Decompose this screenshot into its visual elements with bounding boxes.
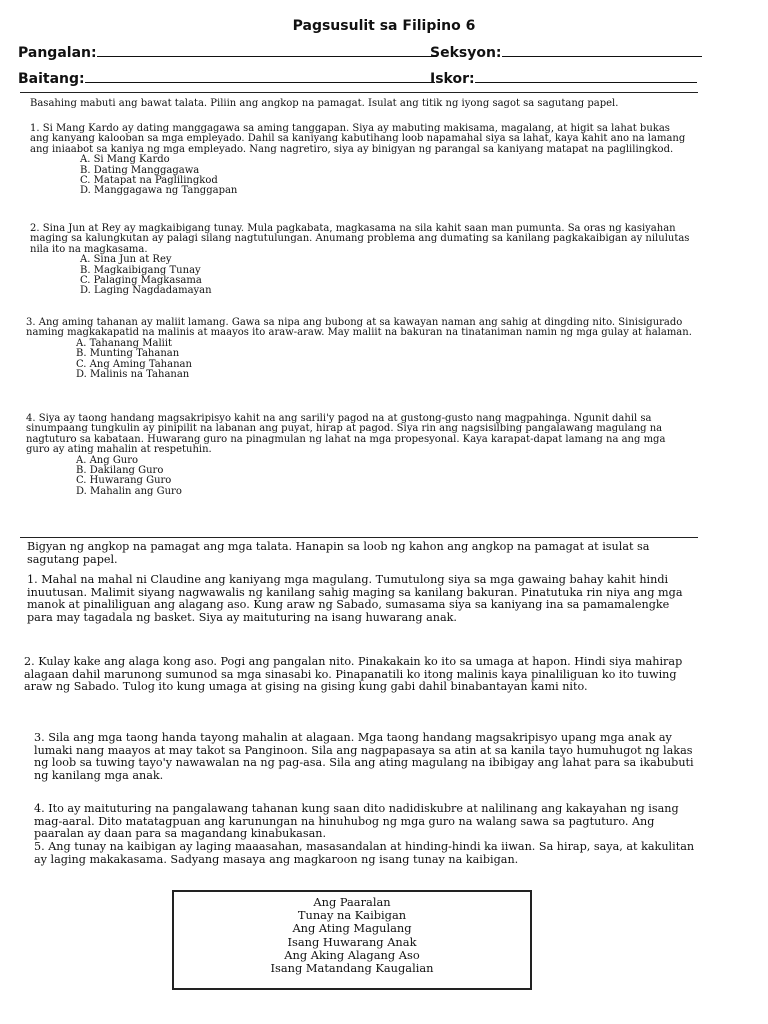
question-options bbox=[30, 255, 690, 297]
question-options bbox=[30, 155, 690, 197]
choice-item: Isang Matandang Kaugalian bbox=[270, 961, 434, 976]
choice-item: Isang Huwarang Anak bbox=[287, 934, 417, 949]
choice-item: Ang Aking Alagang Aso bbox=[284, 947, 420, 962]
option-c: C. Palaging Magkasama bbox=[80, 275, 202, 287]
option-d: D. Mahalin ang Guro bbox=[76, 485, 182, 497]
option-d: D. Malinis na Tahanan bbox=[76, 369, 190, 381]
option-a: A. Ang Guro bbox=[76, 454, 139, 466]
question-options bbox=[26, 456, 692, 498]
baitang-field bbox=[18, 70, 435, 87]
option-b: B. Dating Manggagawa bbox=[80, 164, 200, 176]
option-b: B. Dakilang Guro bbox=[76, 465, 164, 477]
choice-item: Ang Ating Magulang bbox=[292, 921, 412, 936]
part1-question-4 bbox=[26, 414, 692, 497]
seksyon-blank[interactable] bbox=[502, 44, 702, 57]
section-divider bbox=[20, 537, 698, 538]
option-d: D. Manggagawa ng Tanggapan bbox=[80, 185, 238, 197]
question-stem: 1. Si Mang Kardo ay dating manggagawa sa aming tanggapan. Siya ay mabuting makisama, magalang, at higit sa lahat bukas ang kanyang kalooban sa mga empleyado. Dahil sa kaniyang kabutihang loob napamahal siya sa lahat, kaya kahit ano na lamang ang iniaabot sa kaniya ng mga empleyado. Nang nagretiro, siya ay binigyan ng parangal sa kaniyang matapat na paglilingkod. bbox=[30, 123, 686, 155]
part2-paragraph-4: 4. Ito ay maituturing na pangalawang tahanan kung saan dito nadidiskubre at nalilinang ang kakayahan ng isang mag-aaral. Dito matatagpuan ang karunungan na hinuhubog ng mga guro na walang sawa sa pagtuturo. Ang paaralan ay daan para sa magandang kinabukasan. bbox=[34, 802, 679, 841]
part2-paragraph-3: 3. Sila ang mga taong handa tayong mahalin at alagaan. Mga taong handang magsakripisyo upang mga anak ay lumaki nang maayos at may takot sa Panginoon. Sila ang nagpapasaya sa atin at sa kanila tayo humuhugot ng lakas ng loob sa tuwing tayo'y nawawalan na ng pag-asa. Sila ang ating magulang na ibibigay ang lahat para sa ikabubuti ng kanilang mga anak. bbox=[34, 731, 694, 782]
pangalan-field bbox=[18, 44, 437, 61]
seksyon-field bbox=[430, 44, 702, 61]
pangalan-blank[interactable] bbox=[97, 44, 437, 57]
option-c: C. Huwarang Guro bbox=[76, 475, 172, 487]
pangalan-label: Pangalan: bbox=[18, 45, 97, 61]
seksyon-label: Seksyon: bbox=[430, 45, 502, 61]
part1-instructions: Basahing mabuti ang bawat talata. Piliin ang angkop na pamagat. Isulat ang titik ng iyong sagot sa sagutang papel. bbox=[30, 98, 619, 109]
part2-instructions: Bigyan ng angkop na pamagat ang mga talata. Hanapin sa loob ng kahon ang angkop na pamagat at isulat sa sagutang papel. bbox=[27, 540, 650, 566]
option-b: B. Magkaibigang Tunay bbox=[80, 264, 201, 276]
iskor-field bbox=[430, 70, 697, 87]
option-a: A. Si Mang Kardo bbox=[80, 154, 170, 166]
baitang-label: Baitang: bbox=[18, 71, 85, 87]
choice-item: Ang Paaralan bbox=[313, 895, 391, 909]
option-a: A. Tahanang Maliit bbox=[76, 337, 173, 349]
option-a: A. Sina Jun at Rey bbox=[80, 254, 172, 266]
part1-question-3 bbox=[26, 318, 692, 380]
part1-question-2 bbox=[30, 224, 690, 297]
question-stem: 3. Ang aming tahanan ay maliit lamang. Gawa sa nipa ang bubong at sa kawayan naman ang sahig at dingding nito. Sinisigurado naming magkakapatid na malinis at maayos ito araw-araw. May maliit na bakuran na tinataniman namin ng mga gulay at halaman. bbox=[26, 317, 692, 339]
part2-paragraph-1: 1. Mahal na mahal ni Claudine ang kaniyang mga magulang. Tumutulong siya sa mga gawaing bahay kahit hindi inuutusan. Malimit siyang nagwawalis ng kanilang sahig maging sa kanilang bakuran. Pinatutuka rin niya ang mga manok at pinaliliguan ang alagang aso. Kung araw ng Sabado, sumasama siya sa kaniyang ina sa pamamalengke para may tagadala ng basket. Siya ay maituturing na isang huwarang anak. bbox=[27, 573, 683, 624]
baitang-blank[interactable] bbox=[85, 70, 435, 83]
part2-paragraph-5: 5. Ang tunay na kaibigan ay laging maaasahan, masasandalan at hinding-hindi ka iiwan. Sa hirap, saya, at kakulitan ay laging makakasama. Sadyang masaya ang magkaroon ng isang tunay na kaibigan. bbox=[34, 840, 695, 866]
part2-paragraph-2: 2. Kulay kake ang alaga kong aso. Pogi ang pangalan nito. Pinakakain ko ito sa umaga at hapon. Hindi siya mahirap alagaan dahil marunong sumunod sa mga sinasabi ko. Pinapanatili ko itong malinis kaya pinaliliguan ko ito tuwing araw ng Sabado. Tulog ito kung umaga at gising na gising kung gabi dahil binabantayan kami nito. bbox=[24, 655, 683, 694]
question-stem: 4. Siya ay taong handang magsakripisyo kahit na ang sarili'y pagod na at gustong-gusto nang magpahinga. Ngunit dahil sa sinumpaang tungkulin ay pinipilit na labanan ang puyat, hirap at pagod. Siya rin ang nagsisilbing pangalawang magulang na nagtuturo sa kabataan. Huwarang guro na pinagmulan ng lahat na mga propesyonal. Kaya karapat-dapat lamang na ang mga guro ay ating mahalin at respetuhin. bbox=[26, 413, 666, 456]
part1-question-1 bbox=[30, 124, 690, 197]
option-c: C. Ang Aming Tahanan bbox=[76, 358, 192, 370]
iskor-blank[interactable] bbox=[475, 70, 697, 83]
title-choices-box bbox=[172, 890, 532, 990]
question-stem: 2. Sina Jun at Rey ay magkaibigang tunay. Mula pagkabata, magkasama na sila kahit saan man pumunta. Sa oras ng kasiyahan maging sa kalungkutan ay palagi silang nagtutulungan. Anumang problema ang dumating sa kanilang pagkakaibigan ay nilulutas nila ito na magkasama. bbox=[30, 223, 690, 255]
header-divider bbox=[20, 92, 698, 93]
option-c: C. Matapat na Paglilingkod bbox=[80, 175, 218, 187]
option-b: B. Munting Tahanan bbox=[76, 348, 180, 360]
exam-title: Pagsusulit sa Filipino 6 bbox=[292, 18, 476, 34]
choice-item: Tunay na Kaibigan bbox=[297, 908, 407, 923]
iskor-label: Iskor: bbox=[430, 71, 475, 87]
option-d: D. Laging Nagdadamayan bbox=[80, 285, 212, 297]
question-options bbox=[26, 339, 692, 381]
